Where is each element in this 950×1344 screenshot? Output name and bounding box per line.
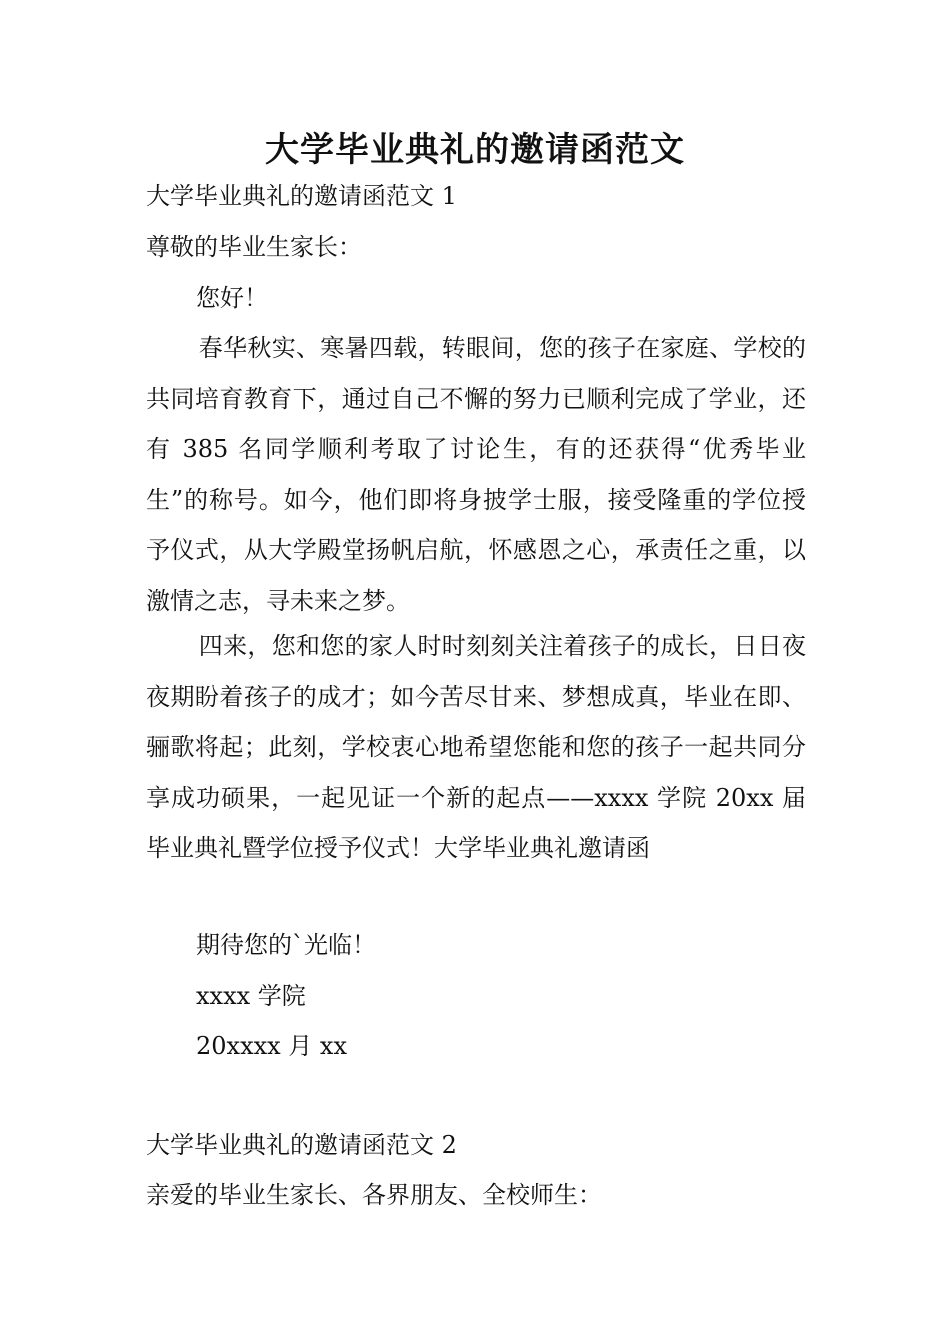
section1-paragraph-2: 四来，您和您的家人时时刻刻关注着孩子的成长，日日夜夜期盼着孩子的成才；如今苦尽甘来、梦想成真，毕业在即、骊歌将起；此刻，学校衷心地希望您能和您的孩子一起共同分享成功硕果，一起见证一个新的起点——xxxx 学院 20xx 届毕业典礼暨学位授予仪式！大学毕业典礼邀请函 <box>146 632 806 862</box>
section1-signature: xxxx 学院 <box>196 982 306 1010</box>
section2-salutation: 亲爱的毕业生家长、各界朋友、全校师生： <box>146 1181 602 1209</box>
section2-heading: 大学毕业典礼的邀请函范文 2 <box>146 1131 457 1159</box>
section1-greeting: 您好！ <box>196 284 268 312</box>
section1-salutation: 尊敬的毕业生家长： <box>146 233 362 261</box>
section1-date: 20xxxx 月 xx <box>196 1032 348 1060</box>
section1-paragraph-1: 春华秋实、寒暑四载，转眼间，您的孩子在家庭、学校的共同培育教育下，通过自己不懈的努力已顺利完成了学业，还有 385 名同学顺利考取了讨论生，有的还获得“优秀毕业生”的称号。如今，他们即将身披学士服，接受隆重的学位授予仪式，从大学殿堂扬帆启航，怀感恩之心，承责任之重，以激情之志，寻未来之梦。 <box>146 334 806 615</box>
section1-closing: 期待您的`光临！ <box>196 931 376 959</box>
section1-heading: 大学毕业典礼的邀请函范文 1 <box>146 182 457 210</box>
document-title: 大学毕业典礼的邀请函范文 <box>265 130 685 170</box>
